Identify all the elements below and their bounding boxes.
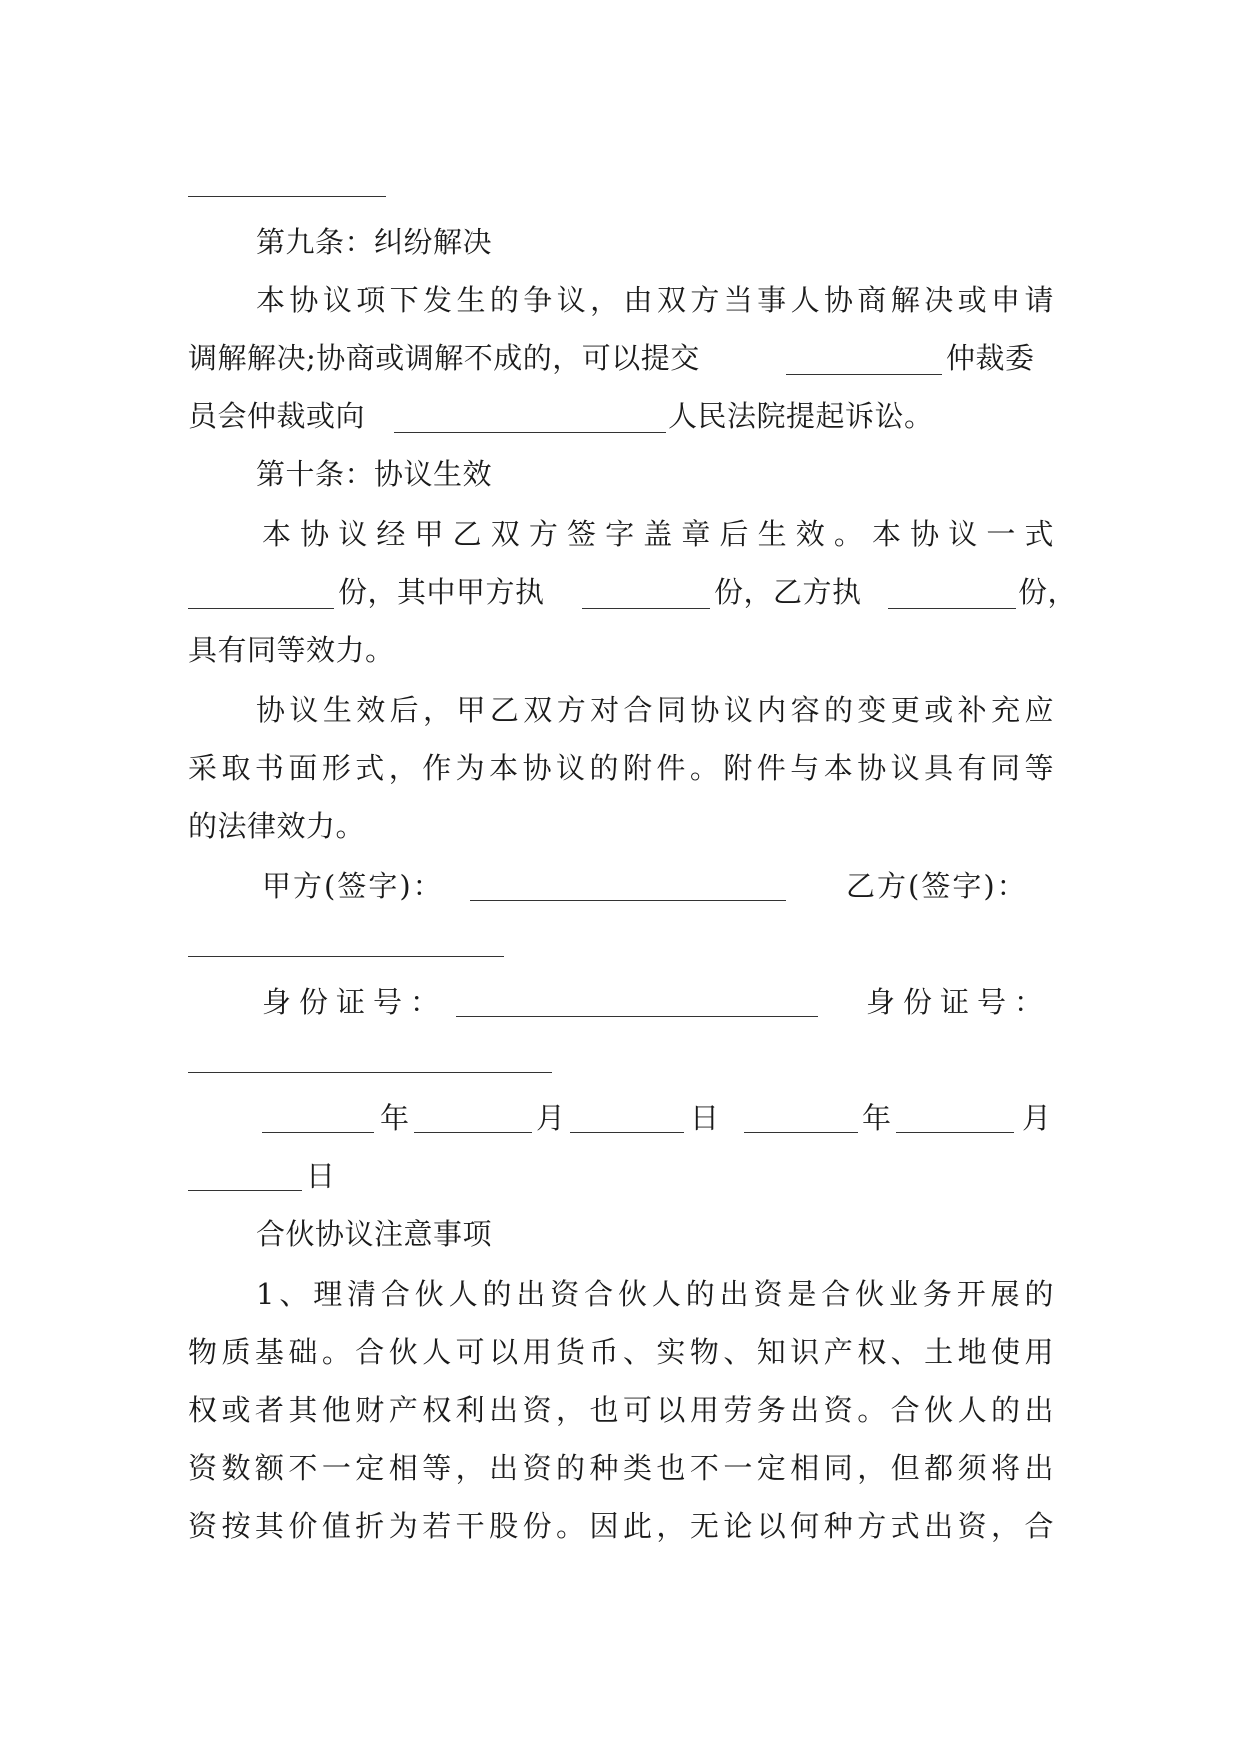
text-segment: 人民法院提起诉讼。 bbox=[668, 399, 934, 433]
article-10-para2-line-3: 的法律效力。 bbox=[188, 809, 366, 843]
article-9-text-line-2 bbox=[188, 338, 1054, 378]
blank-line-party-a-copies bbox=[582, 608, 710, 609]
article-10-text-line-2b: 份，乙方执 bbox=[714, 575, 862, 609]
party-a-day-label: 日 bbox=[690, 1101, 720, 1135]
blank-line-court bbox=[394, 432, 666, 433]
blank-line-copies bbox=[188, 608, 334, 609]
article-10-text-line-2a: 份，其中甲方执 bbox=[338, 575, 545, 609]
party-b-year-label: 年 bbox=[862, 1101, 892, 1135]
party-b-id-label: 身份证号： bbox=[866, 985, 1052, 1019]
article-10-title: 第十条：协议生效 bbox=[256, 457, 493, 491]
blank-line bbox=[188, 196, 386, 197]
party-a-signature-label: 甲方(签字)： bbox=[262, 869, 444, 903]
notes-line-4: 资数额不一定相等，出资的种类也不一定相同，但都须将出 bbox=[188, 1451, 1054, 1485]
article-9-text-line-3-end bbox=[668, 396, 1058, 436]
party-b-year-line bbox=[744, 1132, 858, 1133]
article-9-title: 第九条：纠纷解决 bbox=[256, 225, 493, 259]
text-segment: 仲裁委 bbox=[946, 341, 1035, 375]
text-segment: 调解解决;协商或调解不成的，可以提交 bbox=[188, 341, 700, 375]
party-b-day-line bbox=[188, 1190, 302, 1191]
notes-line-2: 物质基础。合伙人可以用货币、实物、知识产权、土地使用 bbox=[188, 1335, 1054, 1369]
party-a-year-label: 年 bbox=[380, 1101, 410, 1135]
party-b-signature-label: 乙方(签字)： bbox=[846, 869, 1028, 903]
text-segment: 员会仲裁或向 bbox=[188, 399, 366, 433]
party-a-signature-line bbox=[470, 900, 786, 901]
article-10-para2-line-2: 采取书面形式，作为本协议的附件。附件与本协议具有同等 bbox=[188, 751, 1054, 785]
party-a-day-line bbox=[570, 1132, 684, 1133]
blank-line-arbitration bbox=[786, 374, 942, 375]
notes-line-1: 1、理清合伙人的出资合伙人的出资是合伙业务开展的 bbox=[256, 1277, 1054, 1311]
party-b-month-line bbox=[896, 1132, 1014, 1133]
party-b-id-line bbox=[188, 1072, 552, 1073]
notes-line-5: 资按其价值折为若干股份。因此，无论以何种方式出资，合 bbox=[188, 1509, 1054, 1543]
notes-title: 合伙协议注意事项 bbox=[256, 1217, 493, 1251]
article-10-text-line-3: 具有同等效力。 bbox=[188, 633, 395, 667]
article-9-text-line-2-end bbox=[946, 338, 1056, 378]
article-10-text-line-2c: 份， bbox=[1018, 575, 1078, 609]
party-a-month-line bbox=[414, 1132, 532, 1133]
blank-line-party-b-copies bbox=[888, 608, 1016, 609]
party-a-year-line bbox=[262, 1132, 374, 1133]
party-a-month-label: 月 bbox=[536, 1101, 566, 1135]
notes-line-3: 权或者其他财产权利出资，也可以用劳务出资。合伙人的出 bbox=[188, 1393, 1054, 1427]
party-b-signature-line bbox=[188, 956, 504, 957]
article-9-text-line-1: 本协议项下发生的争议，由双方当事人协商解决或申请 bbox=[256, 283, 1054, 317]
party-a-id-line bbox=[456, 1016, 818, 1017]
article-10-para2-line-1: 协议生效后，甲乙双方对合同协议内容的变更或补充应 bbox=[256, 693, 1054, 727]
party-b-day-label: 日 bbox=[306, 1159, 336, 1193]
party-b-month-label: 月 bbox=[1022, 1101, 1052, 1135]
article-10-text-line-1: 本协议经甲乙双方签字盖章后生效。本协议一式 bbox=[262, 517, 1054, 551]
party-a-id-label: 身份证号： bbox=[262, 985, 448, 1019]
